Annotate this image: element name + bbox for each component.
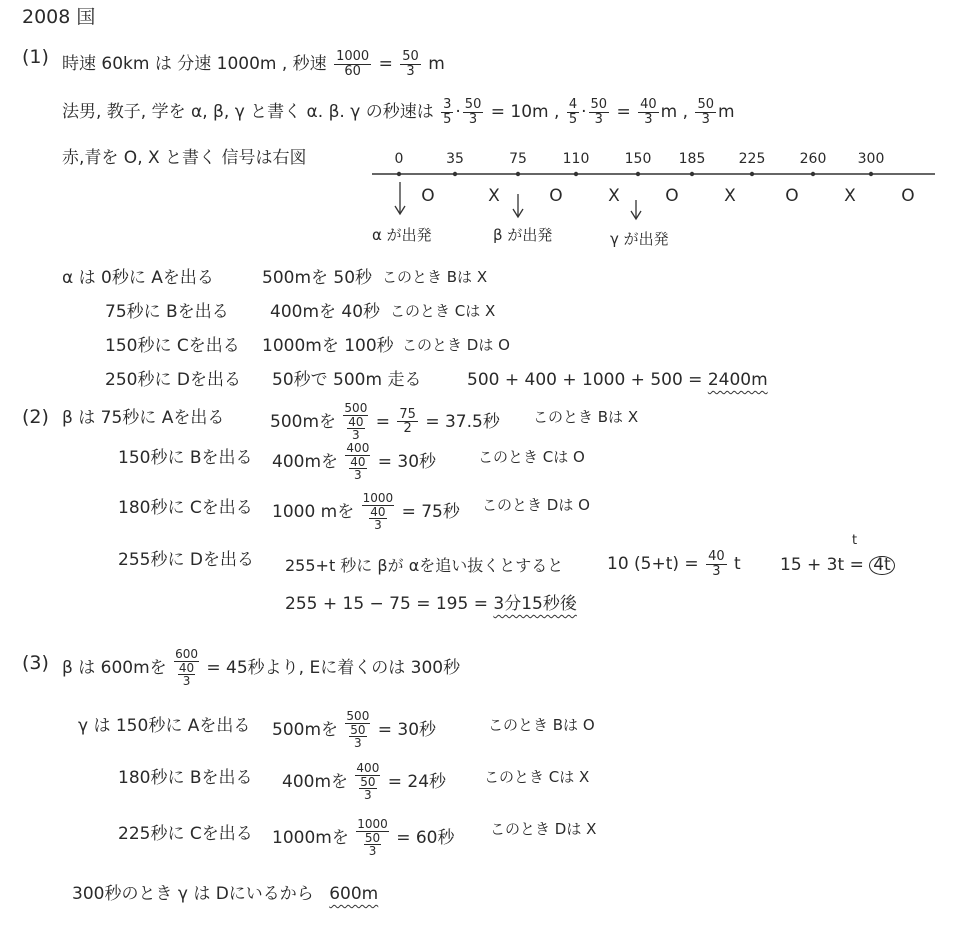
- part1-row1-distance: 500mを 50秒: [262, 268, 373, 288]
- signal-mark: O: [901, 186, 915, 206]
- fraction: 1000 40 3: [362, 491, 394, 533]
- part2-row1-start: β は 75秒に Aを出る: [62, 408, 225, 428]
- part3-row4-signal: このとき Dは X: [490, 820, 597, 838]
- signal-mark: O: [785, 186, 799, 206]
- signal-mark: X: [608, 186, 620, 206]
- part3-answer: 600m: [329, 884, 379, 904]
- tick-label: 35: [446, 151, 464, 167]
- part3-row3-signal: このとき Cは X: [484, 768, 590, 786]
- fraction: $\frac{3}{5}$: [443, 97, 452, 127]
- signal-mark: X: [488, 186, 500, 206]
- signal-mark: X: [724, 186, 736, 206]
- part1-row3-signal: このとき Dは O: [402, 336, 510, 354]
- part2-row1-signal: このとき Bは X: [533, 408, 639, 426]
- tick-label: 0: [394, 151, 404, 167]
- speeds-text: 法男, 教子, 学を α, β, γ と書く α. β. γ の秒速は: [62, 102, 434, 123]
- tick-label: 225: [738, 151, 766, 167]
- part2-result: 255 + 15 − 75 = 195 = 3分15秒後: [285, 594, 577, 614]
- part2-equation: 10 (5+t) = $\frac{40}{3}$ t: [607, 549, 741, 579]
- tick-label: 150: [624, 151, 652, 167]
- part3-row2-calc: 500mを 500 50 3 = 30秒: [272, 709, 437, 751]
- part3-row4-calc: 1000mを 1000 50 3 = 60秒: [272, 817, 455, 859]
- fraction: $\frac{50}{3}$: [464, 97, 482, 127]
- part1-row3-start: 150秒に Cを出る: [105, 336, 240, 356]
- part3-row2-signal: このとき Bは O: [488, 716, 595, 734]
- part2-row4-start: 255秒に Dを出る: [118, 550, 254, 570]
- part1-line1: 時速 60km は 分速 1000m , 秒速 $\frac{1000}{60}$ = $\frac{50}{3}$ m: [62, 49, 445, 79]
- fraction: 400 50 3: [356, 761, 380, 803]
- tick-dot: [397, 172, 401, 176]
- fraction: $\frac{40}{3}$: [708, 549, 725, 579]
- part2-row2-signal: このとき Cは O: [478, 448, 585, 466]
- part1-row2-start: 75秒に Bを出る: [105, 302, 229, 322]
- margin-note: t: [852, 533, 858, 548]
- tick-label: 185: [678, 151, 706, 167]
- tick-label: 110: [562, 151, 590, 167]
- tick-label: 260: [799, 151, 827, 167]
- part1-row3-distance: 1000mを 100秒: [262, 336, 394, 356]
- part1-answer: 2400m: [707, 370, 768, 390]
- tick-dot: [750, 172, 754, 176]
- fraction: $\frac{1000}{60}$: [336, 49, 370, 79]
- part2-row3-calc: 1000 mを 1000 40 3 = 75秒: [272, 491, 460, 533]
- part2-row3-signal: このとき Dは O: [482, 496, 590, 514]
- tick-dot: [516, 172, 520, 176]
- speed-conversion-text: 時速 60km は 分速 1000m , 秒速: [62, 54, 327, 75]
- part1-total-expression: 500 + 400 + 1000 + 500 = 2400m: [467, 370, 768, 390]
- signal-mark: O: [665, 186, 679, 206]
- fraction: $\frac{40}{3}$: [640, 97, 657, 127]
- part3-row3-calc: 400mを 400 50 3 = 24秒: [282, 761, 447, 803]
- tick-dot: [869, 172, 873, 176]
- page-title: 2008 国: [22, 6, 96, 28]
- part1-row2-signal: このとき Cは X: [390, 302, 496, 320]
- part1-row1-signal: このとき Bは X: [382, 268, 488, 286]
- part3-label: (3): [22, 652, 49, 674]
- tick-dot: [636, 172, 640, 176]
- part1-row2-distance: 400mを 40秒: [270, 302, 381, 322]
- part1-line2: 法男, 教子, 学を α, β, γ と書く α. β. γ の秒速は $\frac{3}{5}$ · $\frac{50}{3}$ = 10m , $\frac{4}{5}$ · $\frac{50}{3}$ = $\frac{40}{3}$ m , $\frac{50}{3}$ m: [62, 97, 735, 127]
- part3-row4-start: 225秒に Cを出る: [118, 824, 253, 844]
- part1-row4-distance: 50秒で 500m 走る: [272, 370, 422, 390]
- part3-conclusion: 300秒のとき γ は Dにいるから 600m: [72, 884, 379, 904]
- gamma-departure-label: γ が出発: [610, 230, 669, 248]
- circled-term: 4t: [869, 556, 894, 575]
- signal-timeline: [0, 0, 957, 260]
- part3-row3-start: 180秒に Bを出る: [118, 768, 253, 788]
- tick-dot: [811, 172, 815, 176]
- part3-row2-start: γ は 150秒に Aを出る: [78, 716, 251, 736]
- alpha-departure-label: α が出発: [372, 226, 432, 244]
- part2-row1-calc: 500mを 500 40 3 = $\frac{75}{2}$ = 37.5秒: [270, 401, 500, 443]
- fraction: $\frac{4}{5}$: [568, 97, 578, 127]
- part2-equation-simplified: 15 + 3t = 4t: [780, 556, 895, 575]
- fraction: $\frac{75}{2}$: [399, 406, 416, 437]
- fraction: 1000 50 3: [357, 817, 388, 859]
- beta-departure-label: β が出発: [493, 226, 553, 244]
- fraction: 400 40 3: [346, 441, 370, 483]
- part2-answer: 3分15秒後: [493, 594, 577, 614]
- fraction: 600 40 3: [175, 647, 198, 689]
- fraction: $\frac{50}{3}$: [402, 49, 419, 79]
- part1-row4-start: 250秒に Dを出る: [105, 370, 241, 390]
- part3-row1: β は 600mを 600 40 3 = 45秒より, Eに着くのは 300秒: [62, 647, 461, 689]
- tick-dot: [574, 172, 578, 176]
- part2-overtake-setup: 255+t 秒に βが αを追い抜くとすると: [285, 556, 564, 575]
- fraction: 500 40 3: [344, 401, 368, 443]
- part1-line3: 赤,青を O, X と書く 信号は右図: [62, 148, 307, 168]
- signal-mark: O: [421, 186, 435, 206]
- part1-row1-start: α は 0秒に Aを出る: [62, 268, 214, 288]
- part2-row3-start: 180秒に Cを出る: [118, 498, 253, 518]
- part2-row2-start: 150秒に Bを出る: [118, 448, 253, 468]
- signal-mark: X: [844, 186, 856, 206]
- fraction: $\frac{50}{3}$: [590, 97, 608, 127]
- part2-label: (2): [22, 406, 49, 428]
- tick-dot: [453, 172, 457, 176]
- tick-dot: [690, 172, 694, 176]
- tick-label: 75: [509, 151, 527, 167]
- part1-label: (1): [22, 46, 49, 68]
- fraction: 500 50 3: [346, 709, 370, 751]
- tick-label: 300: [857, 151, 885, 167]
- signal-mark: O: [549, 186, 563, 206]
- part2-row2-calc: 400mを 400 40 3 = 30秒: [272, 441, 437, 483]
- fraction: $\frac{50}{3}$: [697, 97, 714, 127]
